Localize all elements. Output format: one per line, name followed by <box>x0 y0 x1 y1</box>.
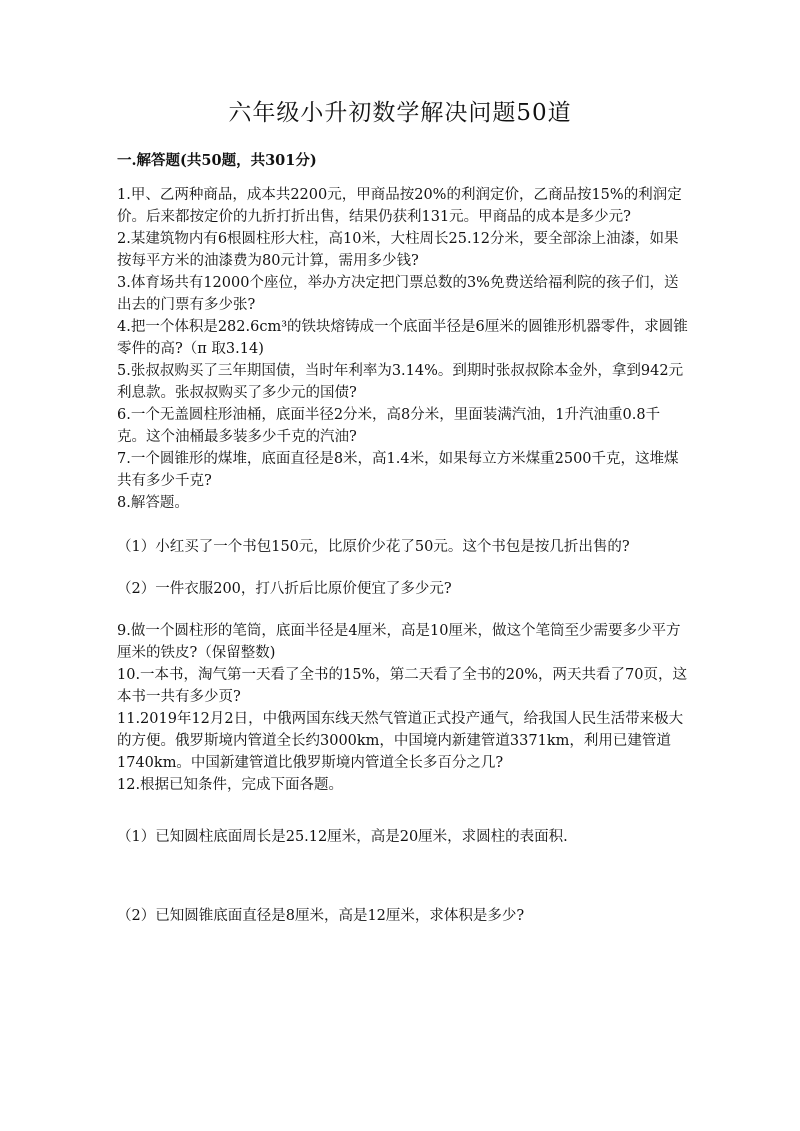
spacer <box>117 514 689 536</box>
question-3: 3.体育场共有12000个座位，举办方决定把门票总数的3%免费送给福利院的孩子们，送出去的门票有多少张? <box>117 275 679 313</box>
question-12-part-2: （2）已知圆锥底面直径是8厘米，高是12厘米，求体积是多少? <box>117 908 525 924</box>
spacer <box>117 558 689 578</box>
question-10: 10.一本书，淘气第一天看了全书的15%，第二天看了全书的20%，两天共看了70页，这本书一共有多少页? <box>117 667 687 705</box>
question-4: 4.把一个体积是282.6cm³的铁块熔铸成一个底面半径是6厘米的圆锥形机器零件，求圆锥零件的高?（π 取3.14) <box>117 319 688 357</box>
question-1: 1.甲、乙两种商品，成本共2200元，甲商品按20%的利润定价，乙商品按15%的利润定价。后来都按定价的九折打折出售，结果仍获利131元。甲商品的成本是多少元? <box>117 187 682 225</box>
spacer <box>117 848 689 905</box>
page-title: 六年级小升初数学解决问题50道 <box>228 100 572 126</box>
question-7: 7.一个圆锥形的煤堆，底面直径是8米，高1.4米，如果每立方米煤重2500千克，这堆煤共有多少千克? <box>117 451 679 489</box>
question-8-part-2: （2）一件衣服200，打八折后比原价便宜了多少元? <box>117 581 452 597</box>
question-list <box>117 184 689 927</box>
spacer <box>117 600 689 620</box>
spacer <box>117 796 689 826</box>
question-8-part-1: （1）小红买了一个书包150元，比原价少花了50元。这个书包是按几折出售的? <box>117 539 630 555</box>
question-5: 5.张叔叔购买了三年期国债，当时年利率为3.14%。到期时张叔叔除本金外，拿到942元利息款。张叔叔购买了多少元的国债? <box>117 363 684 401</box>
question-8: 8.解答题。 <box>117 495 189 511</box>
question-6: 6.一个无盖圆柱形油桶，底面半径2分米，高8分米，里面装满汽油，1升汽油重0.8千克。这个油桶最多装多少千克的汽油? <box>117 407 661 445</box>
question-2: 2.某建筑物内有6根圆柱形大柱，高10米，大柱周长25.12分米，要全部涂上油漆，如果按每平方米的油漆费为80元计算，需用多少钱? <box>117 231 679 269</box>
question-9: 9.做一个圆柱形的笔筒，底面半径是4厘米，高是10厘米，做这个笔筒至少需要多少平方厘米的铁皮?（保留整数) <box>117 623 681 661</box>
section-heading: 一.解答题(共50题，共301分) <box>117 152 317 169</box>
question-12-part-1: （1）已知圆柱底面周长是25.12厘米，高是20厘米，求圆柱的表面积. <box>117 829 568 845</box>
question-12: 12.根据已知条件，完成下面各题。 <box>117 777 344 793</box>
question-11: 11.2019年12月2日，中俄两国东线天然气管道正式投产通气，给我国人民生活带来极大的方便。俄罗斯境内管道全长约3000km，中国境内新建管道3371km，利用已建管道1740km。中国新建管道比俄罗斯境内管道全长多百分之几? <box>117 711 684 771</box>
